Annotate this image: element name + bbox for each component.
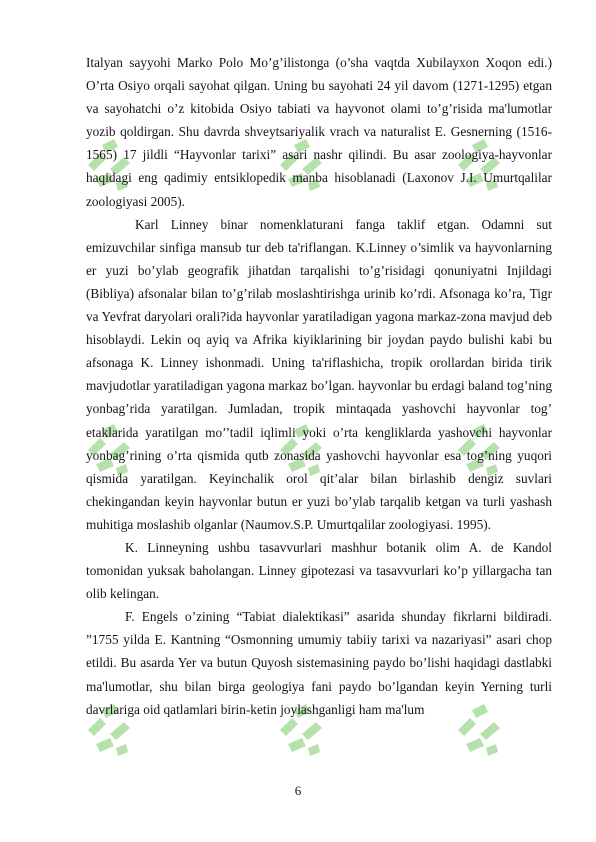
paragraph-2: Karl Linney binar nomenklaturani fanga taklif etgan. Odamni sut emizuvchilar sinfiga mansub tur deb ta'riflangan. K.Linney o’simlik va hayvonlarning er yuzi bo’ylab geografik jihatdan tarqalishi to’g’risidagi qonuniyatni Injildagi (Bibliya) afsonalar bilan to’g’rilab moslashtirishga urinib ko’rdi. Afsonaga ko’ra, Tigr va Yevfrat daryolari orali?ida hayvonlar yaratiladigan yagona markaz-zona mavjud deb hisoblaydi. Lekin oq ayiq va Afrika kiyiklarining bir joydan paydo bulishi kabi bu afsonaga K. Linney ishonmadi. Uning ta'riflashicha, tropik orollardan birida tirik mavjudotlar yaratiladigan yagona markaz bo’lgan. hayvonlar bu erdagi baland tog’ning yonbag’rida yaratilgan. Jumladan, tropik mintaqada yashovchi hayvonlar tog’ etaklarida yaratilgan mo’’tadil iqlimli yoki o’rta kengliklarda yashovchi hayvonlar yonbag’rining o’rta qismida qutb zonasida yashovchi hayvonlar esa tog’ning yuqori qismida yaratilgan. Keyinchalik orol qit’alar bilan birlashib dengiz suvlari chekingandan keyin hayvonlar butun er yuzi bo’ylab tarqalib ketgan va turli yashash muhitiga moslashib olganlar (Naumov.S.P. Umurtqalilar zoologiyasi. 1995). xyxy=(86,216,552,532)
page-number: 6 xyxy=(294,783,302,798)
paragraph-4: F. Engels o’zining “Tabiat dialektikasi” asarida shunday fikrlarni bildiradi. ”1755 yilda E. Kantning “Osmonning umumiy tabiiy tarixi va nazariyasi” asari chop etildi. Bu asarda Yer va butun Quyosh sistemasining paydo bo’lishi haqidagi dastlabki ma'lumotlar, shu bilan birga geologiya fani paydo bo’lgandan keyin Yerning turli davrlariga oid qatlamlari birin-ketin joylashganligi ham ma'lum xyxy=(86,609,552,717)
paragraph-1: Italyan sayyohi Marko Polo Mo’g’ilistonga (o’sha vaqtda Xubilayxon Xoqon edi.) O’rta Osiyo orqali sayohat qilgan. Uning bu sayohati 24 yil davom (1271-1295) etgan va sayohatchi o’z kitobida Osiyo tabiati va hayvonot olami to’g’risida ma'lumotlar yozib qoldirgan. Shu davrda shveytsariyalik vrach va naturalist E. Gesnerning (1516-1565) 17 jildli “Hayvonlar tarixi” asari nashr qilindi. Bu asar zoologiya-hayvonlar haqidagi eng qadimiy entsiklopedik manba hisoblanadi (Laxonov J.I. Umurtqalilar zoologiyasi 2005). xyxy=(86,55,552,209)
paragraph-3: K. Linneyning ushbu tasavvurlari mashhur botanik olim A. de Kandol tomonidan yuksak baholangan. Linney gipotezasi va tasavvurlari ko’p yillargacha tan olib kelingan. xyxy=(86,539,552,602)
body-text xyxy=(86,51,552,721)
